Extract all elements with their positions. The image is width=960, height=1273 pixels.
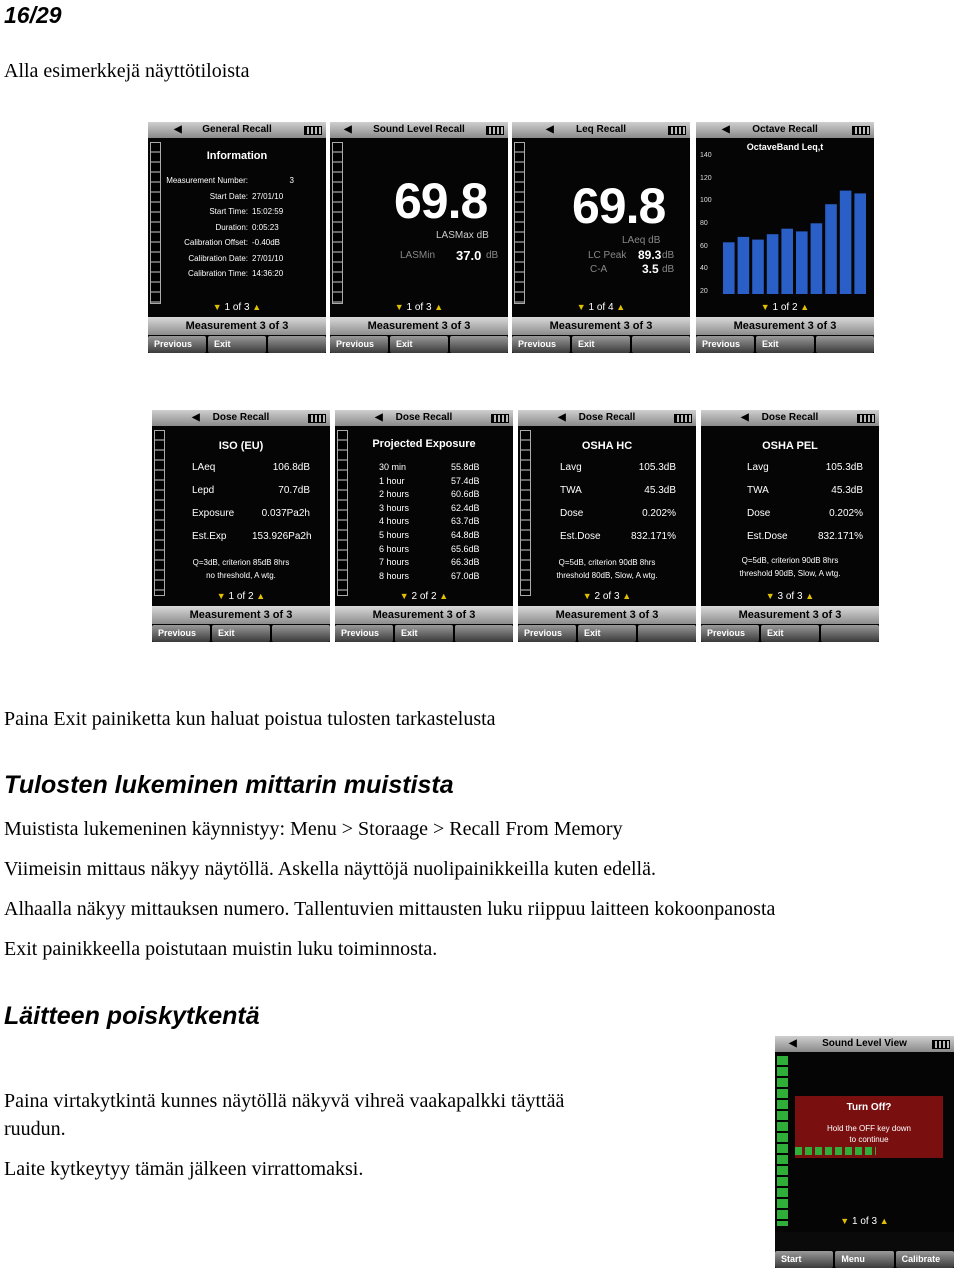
octave-bar-chart <box>722 158 868 294</box>
menu-button[interactable]: Menu <box>835 1251 893 1268</box>
measurement-label: Measurement 3 of 3 <box>335 606 513 624</box>
info-row <box>162 254 294 270</box>
dose-heading: Projected Exposure <box>372 438 476 450</box>
calibrate-button[interactable]: Calibrate <box>896 1251 954 1268</box>
dialog-text-2: to continue <box>849 1135 889 1144</box>
dialog-title: Turn Off? <box>846 1102 892 1113</box>
up-arrow-icon[interactable]: ▲ <box>800 302 810 312</box>
info-row <box>162 223 294 239</box>
criteria-note-2: threshold 90dB, Slow, A wtg. <box>739 569 841 578</box>
down-arrow-icon[interactable]: ▼ <box>840 1216 850 1226</box>
dose-key: Dose <box>560 508 584 519</box>
dose-key: Est.Dose <box>560 531 601 542</box>
softkey-bar <box>775 1251 954 1268</box>
main-value-label: LAeq dB <box>622 235 661 246</box>
octave-y-tick: 40 <box>700 265 708 273</box>
projection-row <box>379 530 480 544</box>
page-label: 1 of 3 <box>851 1216 878 1227</box>
dose-key: TWA <box>560 485 582 496</box>
dose-key: LAeq <box>192 462 216 473</box>
criteria-note-1: Q=5dB, criterion 90dB 8hrs <box>741 556 839 565</box>
screen-header <box>701 410 879 426</box>
projection-row <box>379 503 480 517</box>
screen-header <box>775 1036 954 1052</box>
exit-button[interactable]: Exit <box>390 336 448 353</box>
projection-key: 5 hours <box>379 529 410 540</box>
previous-button[interactable]: Previous <box>696 336 754 353</box>
octave-y-tick: 100 <box>700 197 712 205</box>
softkey-bar <box>696 336 874 353</box>
up-arrow-icon[interactable]: ▲ <box>252 302 262 312</box>
octave-bar <box>723 242 735 294</box>
left-arrow-icon: ◀ <box>789 1038 797 1049</box>
projection-table <box>379 462 480 584</box>
softkey-bar <box>152 625 330 642</box>
left-arrow-icon: ◀ <box>375 412 383 423</box>
previous-button[interactable]: Previous <box>701 625 759 642</box>
projection-value: 63.7dB <box>451 516 480 527</box>
dose-value: 0.037Pa2h <box>261 508 310 519</box>
projection-value: 65.6dB <box>451 543 480 554</box>
screen-header <box>512 122 690 138</box>
poweroff-line-2: ruudun. <box>4 1118 66 1140</box>
projection-key: 30 min <box>379 462 407 472</box>
off-progress-bar <box>795 1147 876 1155</box>
dialog-text-1: Hold the OFF key down <box>826 1124 912 1133</box>
dose-row <box>560 462 676 485</box>
exit-button[interactable]: Exit <box>212 625 270 642</box>
main-value: 69.8 <box>394 173 488 229</box>
dose-value: 105.3dB <box>825 462 863 473</box>
screen-title: Dose Recall <box>212 412 270 423</box>
info-row <box>162 238 294 254</box>
exit-button[interactable]: Exit <box>208 336 266 353</box>
previous-button[interactable]: Previous <box>512 336 570 353</box>
info-value: 14:36:20 <box>252 269 284 278</box>
info-value: 27/01/10 <box>252 253 284 263</box>
recall-line-2: Viimeisin mittaus näkyy näytöllä. Askella näyttöjä nuolipainikkeilla kuten edellä. <box>4 858 656 880</box>
dose-row <box>192 508 310 531</box>
projection-row <box>379 476 480 490</box>
softkey-bar <box>701 625 879 642</box>
previous-button[interactable]: Previous <box>518 625 576 642</box>
info-value: 0:05:23 <box>252 222 279 232</box>
screen-header <box>330 122 508 138</box>
softkey-bar <box>512 336 690 353</box>
measurement-label: Measurement 3 of 3 <box>701 606 879 624</box>
info-row <box>162 176 294 192</box>
criteria-note-1: Q=5dB, criterion 90dB 8hrs <box>558 558 656 567</box>
previous-button[interactable]: Previous <box>152 625 210 642</box>
main-value-label: LASMax dB <box>436 230 489 241</box>
measurement-label: Measurement 3 of 3 <box>512 317 690 335</box>
section-heading-poweroff: Läitteen poiskytkentä <box>4 1002 260 1030</box>
octave-bar <box>767 234 779 294</box>
up-arrow-icon[interactable]: ▲ <box>805 591 815 601</box>
battery-icon <box>486 126 504 135</box>
measurement-label: Measurement 3 of 3 <box>152 606 330 624</box>
page-indicator <box>775 1216 954 1227</box>
left-arrow-icon: ◀ <box>741 412 749 423</box>
dose-value: 105.3dB <box>638 462 676 473</box>
octave-bar <box>752 240 764 294</box>
dose-row <box>560 485 676 508</box>
battery-icon <box>674 414 692 423</box>
info-value: 15:02:59 <box>252 207 284 216</box>
down-arrow-icon[interactable]: ▼ <box>394 302 404 312</box>
dose-key: Dose <box>747 508 771 519</box>
dose-key: TWA <box>747 485 769 496</box>
dose-row <box>560 508 676 531</box>
page-label: 3 of 3 <box>777 591 803 602</box>
info-key: Start Date: <box>209 191 248 201</box>
dose-value: 832.171% <box>817 531 863 542</box>
exit-button[interactable]: Exit <box>395 625 453 642</box>
octave-bar <box>811 223 823 294</box>
octave-heading: OctaveBand Leq,t <box>746 142 824 152</box>
dose-row <box>192 462 310 485</box>
start-button[interactable]: Start <box>775 1251 833 1268</box>
dose-heading: OSHA HC <box>581 440 633 452</box>
info-value: 27/01/10 <box>252 191 284 201</box>
exit-button[interactable]: Exit <box>578 625 636 642</box>
softkey-bar <box>148 336 326 353</box>
octave-y-tick: 140 <box>700 152 712 159</box>
dose-row <box>747 508 863 531</box>
battery-icon <box>852 126 870 135</box>
battery-icon <box>857 414 875 423</box>
screen-general-recall <box>148 122 326 353</box>
dose-table <box>560 462 676 554</box>
screen-title: Sound Level Recall <box>373 124 465 135</box>
info-heading: Information <box>206 150 268 162</box>
section-heading-recall: Tulosten lukeminen mittarin muistista <box>4 771 454 799</box>
criteria-note-2: no threshold, A wtg. <box>206 571 276 580</box>
dose-value: 0.202% <box>642 508 676 519</box>
octave-y-tick: 120 <box>700 174 712 182</box>
empty-softkey[interactable] <box>638 625 696 642</box>
projection-row <box>379 516 480 530</box>
down-arrow-icon[interactable]: ▼ <box>399 591 409 601</box>
page-indicator <box>696 302 874 313</box>
page-label: 1 of 2 <box>772 302 798 313</box>
screen-title: Dose Recall <box>578 412 636 423</box>
screen-header <box>148 122 326 138</box>
down-arrow-icon[interactable]: ▼ <box>216 591 226 601</box>
projection-key: 1 hour <box>379 475 405 486</box>
recall-line-3: Alhaalla näkyy mittauksen numero. Tallentuvien mittausten luku riippuu laitteen kokoonpanosta <box>4 898 776 920</box>
dose-heading: ISO (EU) <box>218 440 264 452</box>
sub-value: 37.0 <box>456 248 482 263</box>
measurement-label: Measurement 3 of 3 <box>518 606 696 624</box>
page-indicator <box>512 302 690 313</box>
lc-peak-unit: dB <box>662 250 675 261</box>
info-value: -0.40dB <box>252 238 281 247</box>
up-arrow-icon[interactable]: ▲ <box>434 302 444 312</box>
dose-value: 70.7dB <box>278 485 310 496</box>
page-indicator <box>152 591 330 602</box>
level-bar <box>150 142 161 304</box>
exit-button[interactable]: Exit <box>572 336 630 353</box>
down-arrow-icon[interactable]: ▼ <box>765 591 775 601</box>
screen-dose-projected <box>335 410 513 642</box>
projection-key: 6 hours <box>379 543 410 554</box>
dose-value: 153.926Pa2h <box>252 531 312 542</box>
battery-icon <box>304 126 322 135</box>
previous-button[interactable]: Previous <box>330 336 388 353</box>
exit-button[interactable]: Exit <box>761 625 819 642</box>
criteria-note-2: threshold 80dB, Slow, A wtg. <box>556 571 658 580</box>
projection-value: 55.8dB <box>451 462 480 472</box>
screen-title: General Recall <box>202 124 272 135</box>
projection-row <box>379 557 480 571</box>
down-arrow-icon[interactable]: ▼ <box>576 302 586 312</box>
down-arrow-icon[interactable]: ▼ <box>582 591 592 601</box>
level-bar <box>332 142 343 304</box>
battery-icon <box>668 126 686 135</box>
dose-value: 832.171% <box>630 531 676 542</box>
projection-row <box>379 544 480 558</box>
level-bar <box>337 430 348 596</box>
octave-bar <box>796 231 808 294</box>
up-arrow-icon[interactable]: ▲ <box>439 591 449 601</box>
battery-icon <box>491 414 509 423</box>
page-indicator <box>335 591 513 602</box>
previous-button[interactable]: Previous <box>335 625 393 642</box>
screen-sound-level-recall <box>330 122 508 353</box>
exit-instruction: Paina Exit painiketta kun haluat poistua tulosten tarkastelusta <box>4 708 496 730</box>
sub-label: LASMin <box>400 250 436 261</box>
dose-row <box>747 531 863 554</box>
screen-octave-recall <box>696 122 874 353</box>
up-arrow-icon[interactable]: ▲ <box>256 591 266 601</box>
sub-unit: dB <box>486 250 499 261</box>
battery-icon <box>308 414 326 423</box>
off-progress-track <box>795 1147 943 1155</box>
octave-y-tick: 80 <box>700 220 708 227</box>
info-key: Duration: <box>215 222 248 232</box>
left-arrow-icon: ◀ <box>722 124 730 135</box>
projection-row <box>379 462 480 476</box>
page-indicator <box>518 591 696 602</box>
dose-value: 0.202% <box>829 508 863 519</box>
screen-header <box>335 410 513 426</box>
intro-text: Alla esimerkkejä näyttötiloista <box>4 60 250 82</box>
octave-y-tick: 60 <box>700 242 708 250</box>
left-arrow-icon: ◀ <box>558 412 566 423</box>
screen-header <box>518 410 696 426</box>
measurement-label: Measurement 3 of 3 <box>330 317 508 335</box>
empty-softkey[interactable] <box>632 336 690 353</box>
projection-row <box>379 571 480 585</box>
projection-row <box>379 489 480 503</box>
dose-table <box>747 462 863 554</box>
octave-bar <box>854 193 866 294</box>
dose-row <box>560 531 676 554</box>
dose-key: Exposure <box>192 508 235 519</box>
dose-key: Lavg <box>747 462 769 473</box>
level-bar <box>514 142 525 304</box>
info-row <box>162 207 294 223</box>
projection-key: 4 hours <box>379 516 410 527</box>
projection-key: 3 hours <box>379 502 410 513</box>
left-arrow-icon: ◀ <box>344 124 352 135</box>
page-label: 1 of 3 <box>406 302 432 313</box>
c-a-value: 3.5 <box>642 262 659 276</box>
dose-row <box>747 485 863 508</box>
projection-key: 8 hours <box>379 570 410 581</box>
screen-leq-recall <box>512 122 690 353</box>
measurement-label: Measurement 3 of 3 <box>148 317 326 335</box>
info-value: 3 <box>289 176 294 185</box>
screen-dose-iso <box>152 410 330 642</box>
octave-y-tick: 20 <box>700 288 708 295</box>
dose-table <box>192 462 310 554</box>
octave-bar <box>825 204 837 294</box>
empty-softkey[interactable] <box>450 336 508 353</box>
softkey-bar <box>335 625 513 642</box>
projection-value: 66.3dB <box>451 557 480 568</box>
page-label: 2 of 2 <box>411 591 437 602</box>
empty-softkey[interactable] <box>268 336 326 353</box>
down-arrow-icon[interactable]: ▼ <box>212 302 222 312</box>
left-arrow-icon: ◀ <box>192 412 200 423</box>
empty-softkey[interactable] <box>816 336 874 353</box>
page-indicator <box>148 302 326 313</box>
dose-key: Lavg <box>560 462 582 473</box>
lc-peak-value: 89.3 <box>638 248 662 262</box>
info-row <box>162 192 294 208</box>
info-key: Calibration Offset: <box>184 238 248 247</box>
info-row <box>162 269 294 285</box>
left-arrow-icon: ◀ <box>546 124 554 135</box>
battery-icon <box>932 1040 950 1049</box>
dose-value: 45.3dB <box>644 485 676 496</box>
projection-value: 60.6dB <box>451 489 480 500</box>
projection-value: 57.4dB <box>451 475 480 486</box>
info-key: Calibration Date: <box>188 253 248 263</box>
screen-title: Dose Recall <box>395 412 453 423</box>
page-number: 16/29 <box>4 2 62 28</box>
octave-bar <box>781 229 793 294</box>
dose-key: Lepd <box>192 485 215 496</box>
previous-button[interactable]: Previous <box>148 336 206 353</box>
c-a-unit: dB <box>662 264 675 275</box>
projection-value: 67.0dB <box>451 570 480 581</box>
exit-button[interactable]: Exit <box>756 336 814 353</box>
info-key: Calibration Time: <box>187 269 248 278</box>
info-table <box>162 176 294 285</box>
dose-row <box>747 462 863 485</box>
dose-row <box>192 531 310 554</box>
screen-title: Sound Level View <box>822 1038 907 1049</box>
dose-value: 106.8dB <box>272 462 310 473</box>
screen-header <box>696 122 874 138</box>
measurement-label: Measurement 3 of 3 <box>696 317 874 335</box>
empty-softkey[interactable] <box>272 625 330 642</box>
screen-title: Octave Recall <box>752 124 818 135</box>
screen-title: Leq Recall <box>575 124 627 135</box>
screen-header <box>152 410 330 426</box>
left-arrow-icon: ◀ <box>174 124 182 135</box>
lc-peak-label: LC Peak <box>588 250 627 261</box>
projection-value: 64.8dB <box>451 529 480 540</box>
empty-softkey[interactable] <box>455 625 513 642</box>
projection-key: 7 hours <box>379 557 410 568</box>
poweroff-line-1: Paina virtakytkintä kunnes näytöllä näkyvä vihreä vaakapalkki täyttää <box>4 1090 565 1112</box>
projection-key: 2 hours <box>379 489 410 500</box>
up-arrow-icon[interactable]: ▲ <box>622 591 632 601</box>
octave-bar <box>840 191 852 294</box>
screen-dose-osha-pel <box>701 410 879 642</box>
projection-value: 62.4dB <box>451 502 480 513</box>
softkey-bar <box>330 336 508 353</box>
dose-key: Est.Exp <box>192 531 227 542</box>
up-arrow-icon[interactable]: ▲ <box>616 302 626 312</box>
softkey-bar <box>518 625 696 642</box>
info-key: Measurement Number: <box>166 176 248 185</box>
recall-line-1: Muistista lukemeninen käynnistyy: Menu > Storaage > Recall From Memory <box>4 818 623 840</box>
up-arrow-icon[interactable]: ▲ <box>879 1216 889 1226</box>
screen-dose-osha-hc <box>518 410 696 642</box>
page-label: 2 of 3 <box>594 591 620 602</box>
octave-bar <box>738 237 750 294</box>
down-arrow-icon[interactable]: ▼ <box>760 302 770 312</box>
dose-heading: OSHA PEL <box>762 440 818 452</box>
dose-row <box>192 485 310 508</box>
page-label: 1 of 3 <box>224 302 250 313</box>
recall-line-4: Exit painikkeella poistutaan muistin luku toiminnosta. <box>4 938 438 960</box>
empty-softkey[interactable] <box>821 625 879 642</box>
dose-key: Est.Dose <box>747 531 788 542</box>
page-label: 1 of 2 <box>228 591 254 602</box>
dose-value: 45.3dB <box>831 485 863 496</box>
poweroff-line-3: Laite kytkeytyy tämän jälkeen virrattomaksi. <box>4 1158 364 1180</box>
page-indicator <box>701 591 879 602</box>
green-level-bar <box>777 1056 788 1226</box>
screen-title: Dose Recall <box>761 412 819 423</box>
page-label: 1 of 4 <box>588 302 614 313</box>
page-indicator <box>330 302 508 313</box>
blank-band <box>775 1232 954 1250</box>
main-value: 69.8 <box>572 178 666 234</box>
screen-power-off <box>775 1036 954 1268</box>
info-key: Start Time: <box>209 207 248 216</box>
c-a-label: C-A <box>590 264 608 275</box>
criteria-note-1: Q=3dB, criterion 85dB 8hrs <box>192 558 290 567</box>
